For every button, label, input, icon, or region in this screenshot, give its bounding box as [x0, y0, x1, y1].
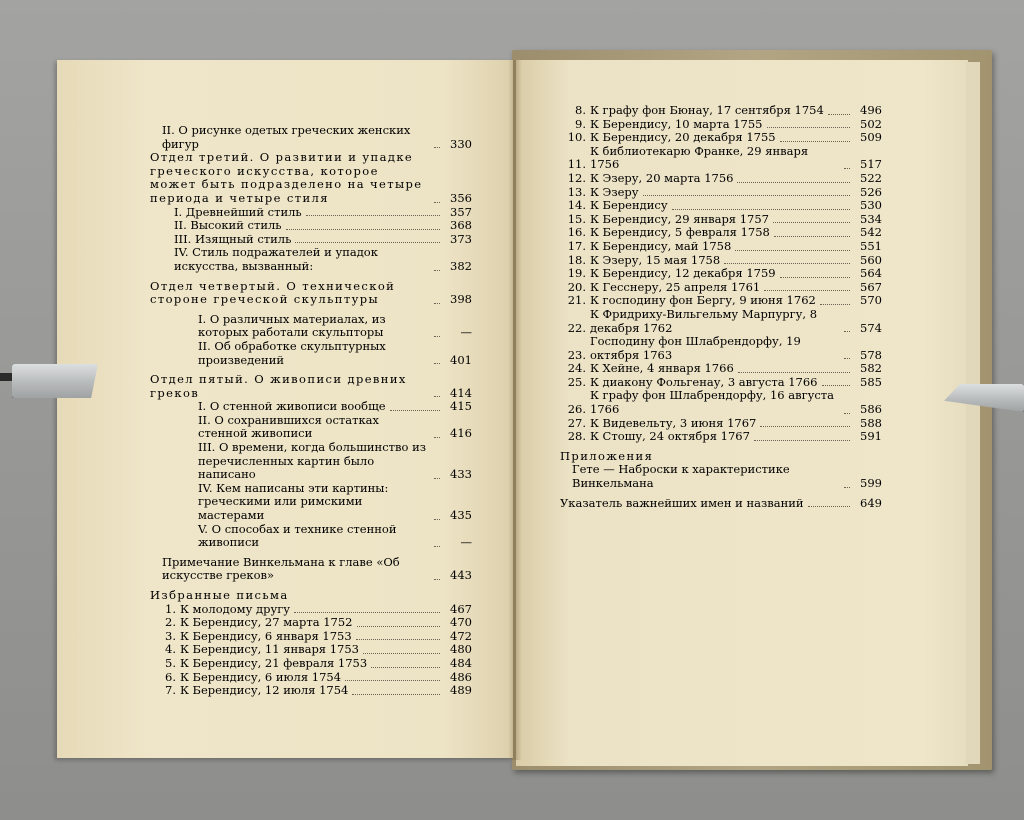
page-number: 330 — [450, 136, 472, 151]
entry-title: К Стошу, 24 октября 1767 — [590, 429, 750, 444]
toc-letter-entry — [560, 362, 882, 376]
page-number: — — [460, 535, 472, 550]
dot-leader — [345, 680, 440, 681]
toc-entry — [560, 463, 882, 490]
toc-entry — [150, 556, 472, 583]
entry-number: 14. — [567, 198, 586, 213]
entry-title: К Эзеру, 20 марта 1756 — [590, 170, 734, 185]
entry-title: I. Древнейший стиль — [174, 204, 302, 219]
entry-title: К графу фон Шлабрендорфу, 16 августа 1766 — [590, 388, 835, 417]
page-number: 382 — [450, 258, 472, 273]
page-number: 522 — [860, 170, 882, 185]
dot-leader — [434, 579, 440, 580]
page-number: 435 — [450, 508, 472, 523]
entry-title: II. О рисунке одетых греческих женских фигур — [162, 123, 411, 151]
dot-leader — [434, 270, 440, 271]
toc-letter-entry — [150, 630, 472, 644]
toc-letter-entry — [560, 308, 882, 335]
toc-letter-entry — [560, 430, 882, 444]
entry-number: 27. — [567, 415, 586, 430]
toc-letter-entry — [150, 684, 472, 698]
dot-leader — [356, 639, 440, 640]
page-number: 564 — [860, 266, 882, 281]
page-number: 416 — [450, 426, 472, 441]
page-number: 570 — [860, 293, 882, 308]
dot-leader — [286, 229, 440, 230]
dot-leader — [737, 182, 850, 183]
entry-title: К Берендису, 11 января 1753 — [180, 642, 359, 657]
entry-number: 23. — [567, 347, 586, 362]
page-number: 649 — [860, 495, 882, 510]
entry-number: 20. — [567, 279, 586, 294]
entry-title: К Берендису, 27 марта 1752 — [180, 615, 353, 630]
dot-leader — [754, 440, 850, 441]
toc-entry — [150, 441, 472, 482]
page-number: 414 — [450, 385, 472, 400]
entry-title: К Фридриху-Вильгельму Марпургу, 8 декабря 1762 — [590, 306, 818, 335]
entry-title: Указатель важнейших имен и названий — [560, 495, 804, 510]
toc-letter-entry — [560, 376, 882, 390]
dot-leader — [434, 363, 440, 364]
section-heading: Избранные письма — [150, 588, 289, 602]
toc-entry — [150, 246, 472, 273]
page-number: 489 — [450, 683, 472, 698]
page-number: 357 — [450, 204, 472, 219]
toc-entry — [150, 400, 472, 414]
entry-number: 15. — [567, 211, 586, 226]
dot-leader — [434, 478, 440, 479]
toc-right-column — [560, 104, 882, 510]
left-page-clamp — [12, 364, 98, 398]
entry-title: Господину фон Шлабрендорфу, 19 октября 1763 — [590, 334, 801, 362]
entry-title: К графу фон Бюнау, 17 сентября 1754 — [590, 103, 824, 117]
entry-number: 7. — [165, 683, 176, 698]
toc-letter-entry — [560, 145, 882, 172]
entry-number: 18. — [567, 252, 586, 267]
dot-leader — [363, 653, 440, 654]
page-number: 443 — [450, 568, 472, 583]
entry-title: К диакону Фольгенау, 3 августа 1766 — [590, 374, 818, 389]
entry-number: 5. — [165, 655, 176, 670]
dot-leader — [844, 331, 850, 332]
toc-entry — [150, 206, 472, 220]
entry-number: 2. — [165, 615, 176, 630]
dot-leader — [434, 546, 440, 547]
toc-letter-entry — [560, 267, 882, 281]
entry-number: 9. — [575, 116, 586, 131]
dot-leader — [820, 304, 850, 305]
entry-title: К Берендису, 6 января 1753 — [180, 628, 352, 643]
dot-leader — [295, 242, 440, 243]
entry-title: К Берендису, май 1758 — [590, 238, 732, 253]
dot-leader — [357, 626, 441, 627]
entry-title: К Берендису, 12 июля 1754 — [180, 683, 349, 698]
entry-title: I. О стенной живописи вообще — [198, 399, 386, 414]
toc-entry — [150, 482, 472, 523]
toc-entry — [150, 280, 472, 307]
entry-number: 21. — [567, 293, 586, 308]
toc-entry — [150, 233, 472, 247]
dot-leader — [780, 141, 850, 142]
entry-title: К Берендису, 10 марта 1755 — [590, 116, 763, 131]
page-number: 567 — [860, 279, 882, 294]
entry-number: 26. — [567, 402, 586, 417]
dot-leader — [774, 236, 850, 237]
entry-number: 19. — [567, 266, 586, 281]
dot-leader — [828, 114, 850, 115]
entry-title: Отдел четвертый. О технической стороне греческой скульптуры — [150, 278, 396, 307]
toc-letter-entry — [560, 294, 882, 308]
dot-leader — [844, 168, 850, 169]
entry-number: 8. — [575, 103, 586, 117]
entry-title: II. Высокий стиль — [174, 218, 282, 233]
page-number: 551 — [860, 238, 882, 253]
entry-title: К Хейне, 4 января 1766 — [590, 361, 734, 376]
entry-title: К Видевельту, 3 июня 1767 — [590, 415, 757, 430]
page-number: 582 — [860, 361, 882, 376]
toc-letter-entry — [560, 104, 882, 118]
entry-number: 24. — [567, 361, 586, 376]
dot-leader — [434, 437, 440, 438]
dot-leader — [434, 202, 440, 203]
page-number: 484 — [450, 655, 472, 670]
entry-number: 25. — [567, 374, 586, 389]
entry-number: 3. — [165, 628, 176, 643]
toc-letter-entry — [560, 172, 882, 186]
page-edges — [966, 62, 980, 764]
page-number: 401 — [450, 352, 472, 367]
entry-title: К Гесснеру, 25 апреля 1761 — [590, 279, 761, 294]
toc-letter-entry — [560, 186, 882, 200]
page-number: 599 — [860, 476, 882, 491]
entry-number: 22. — [567, 320, 586, 335]
page-number: 467 — [450, 601, 472, 616]
entry-title: К господину фон Бергу, 9 июня 1762 — [590, 293, 816, 308]
dot-leader — [844, 487, 850, 488]
entry-number: 28. — [567, 429, 586, 444]
page-number: 586 — [860, 402, 882, 417]
entry-title: II. О сохранившихся остатках стенной живописи — [198, 412, 380, 441]
dot-leader — [371, 667, 440, 668]
entry-title: Отдел пятый. О живописи древних греков — [150, 372, 407, 400]
page-number: 433 — [450, 467, 472, 482]
entry-number: 4. — [165, 642, 176, 657]
toc-left-column — [150, 124, 472, 698]
dot-leader — [434, 303, 440, 304]
toc-letter-entry — [150, 616, 472, 630]
entry-title: К Эзеру, 15 мая 1758 — [590, 252, 721, 267]
toc-entry — [150, 313, 472, 340]
dot-leader — [434, 519, 440, 520]
page-number: 585 — [860, 374, 882, 389]
dot-leader — [780, 277, 850, 278]
toc-entry — [560, 497, 882, 511]
toc-entry — [150, 414, 472, 441]
page-number: 509 — [860, 130, 882, 145]
toc-letter-entry — [560, 254, 882, 268]
page-number: 480 — [450, 642, 472, 657]
dot-leader — [390, 410, 440, 411]
page-number: 486 — [450, 669, 472, 684]
dot-leader — [724, 263, 850, 264]
entry-title: III. О времени, когда большинство из перечисленных картин было написано — [198, 440, 427, 482]
toc-entry — [150, 340, 472, 367]
page-number: 578 — [860, 347, 882, 362]
entry-number: 16. — [567, 225, 586, 240]
page-number: 530 — [860, 198, 882, 213]
dot-leader — [844, 413, 850, 414]
dot-leader — [822, 385, 851, 386]
dot-leader — [738, 372, 850, 373]
dot-leader — [294, 612, 440, 613]
entry-title: К Эзеру — [590, 184, 639, 199]
entry-title: К Берендису — [590, 198, 668, 213]
page-number: 574 — [860, 320, 882, 335]
page-number: 542 — [860, 225, 882, 240]
toc-letter-entry — [560, 240, 882, 254]
entry-title: III. Изящный стиль — [174, 231, 292, 246]
page-number: 356 — [450, 190, 472, 205]
page-number: 534 — [860, 211, 882, 226]
entry-number: 17. — [567, 238, 586, 253]
entry-title: Отдел третий. О развитии и упадке греческого искусства, которое может быть подразделено на четыре периода и четыре стиля — [150, 150, 423, 205]
dot-leader — [767, 127, 851, 128]
page-number: 373 — [450, 231, 472, 246]
dot-leader — [760, 426, 850, 427]
page-number: 398 — [450, 292, 472, 307]
entry-title: II. Об обработке скульптурных произведений — [198, 338, 386, 367]
dot-leader — [352, 694, 440, 695]
toc-letter-entry — [150, 671, 472, 685]
toc-letter-entry — [150, 603, 472, 617]
toc-entry — [150, 151, 472, 205]
entry-title: К библиотекарю Франке, 29 января 1756 — [590, 143, 809, 172]
page-number: 560 — [860, 252, 882, 267]
entry-number: 6. — [165, 669, 176, 684]
entry-title: Примечание Винкельмана к главе «Об искусстве греков» — [162, 554, 400, 583]
entry-number: 1. — [165, 601, 176, 616]
dot-leader — [844, 358, 850, 359]
entry-title: К Берендису, 12 декабря 1759 — [590, 266, 776, 281]
entry-number: 12. — [567, 170, 586, 185]
entry-title: К Берендису, 29 января 1757 — [590, 211, 769, 226]
page-number: 502 — [860, 116, 882, 131]
book-gutter — [508, 60, 522, 760]
dot-leader — [764, 290, 850, 291]
section-heading: Приложения — [560, 448, 654, 463]
toc-entry — [150, 373, 472, 400]
page-number: 496 — [860, 103, 882, 117]
toc-letter-entry — [560, 118, 882, 132]
entry-title: К Берендису, 20 декабря 1755 — [590, 130, 776, 145]
dot-leader — [306, 215, 440, 216]
dot-leader — [434, 147, 440, 148]
toc-letter-entry — [560, 226, 882, 240]
entry-title: К Берендису, 21 февраля 1753 — [180, 655, 368, 670]
toc-letter-entry — [560, 281, 882, 295]
dot-leader — [735, 250, 850, 251]
entry-title: К Берендису, 5 февраля 1758 — [590, 225, 770, 240]
toc-letter-entry — [150, 643, 472, 657]
dot-leader — [434, 336, 440, 337]
page-number: — — [460, 325, 472, 340]
toc-letter-entry — [560, 199, 882, 213]
page-number: 526 — [860, 184, 882, 199]
dot-leader — [808, 506, 850, 507]
entry-title: IV. Кем написаны эти картины: греческими или римскими мастерами — [198, 480, 389, 523]
toc-letter-entry — [560, 335, 882, 362]
toc-entry — [150, 523, 472, 550]
entry-title: К Берендису, 6 июля 1754 — [180, 669, 342, 684]
page-number: 368 — [450, 218, 472, 233]
dot-leader — [434, 396, 440, 397]
page-number: 472 — [450, 628, 472, 643]
dot-leader — [773, 222, 850, 223]
entry-number: 10. — [567, 130, 586, 145]
entry-title: IV. Стиль подражателей и упадок искусства, вызванный: — [174, 245, 378, 273]
toc-letter-entry — [560, 131, 882, 145]
entry-title: Гете — Наброски к характеристике Винкельмана — [572, 462, 790, 491]
dot-leader — [643, 195, 850, 196]
toc-letter-entry — [150, 657, 472, 671]
toc-entry — [150, 219, 472, 233]
toc-entry — [150, 124, 472, 151]
dot-leader — [672, 209, 850, 210]
page-number: 588 — [860, 415, 882, 430]
toc-letter-entry — [560, 213, 882, 227]
page-number: 591 — [860, 429, 882, 444]
entry-title: I. О различных материалах, из которых работали скульпторы — [198, 311, 386, 340]
entry-number: 13. — [567, 184, 586, 199]
toc-letter-entry — [560, 417, 882, 431]
entry-title: V. О способах и технике стенной живописи — [198, 521, 397, 550]
page-number: 415 — [450, 399, 472, 414]
entry-title: К молодому другу — [180, 601, 291, 616]
page-number: 517 — [860, 157, 882, 172]
toc-letter-entry — [560, 389, 882, 416]
page-number: 470 — [450, 615, 472, 630]
entry-number: 11. — [567, 157, 586, 172]
